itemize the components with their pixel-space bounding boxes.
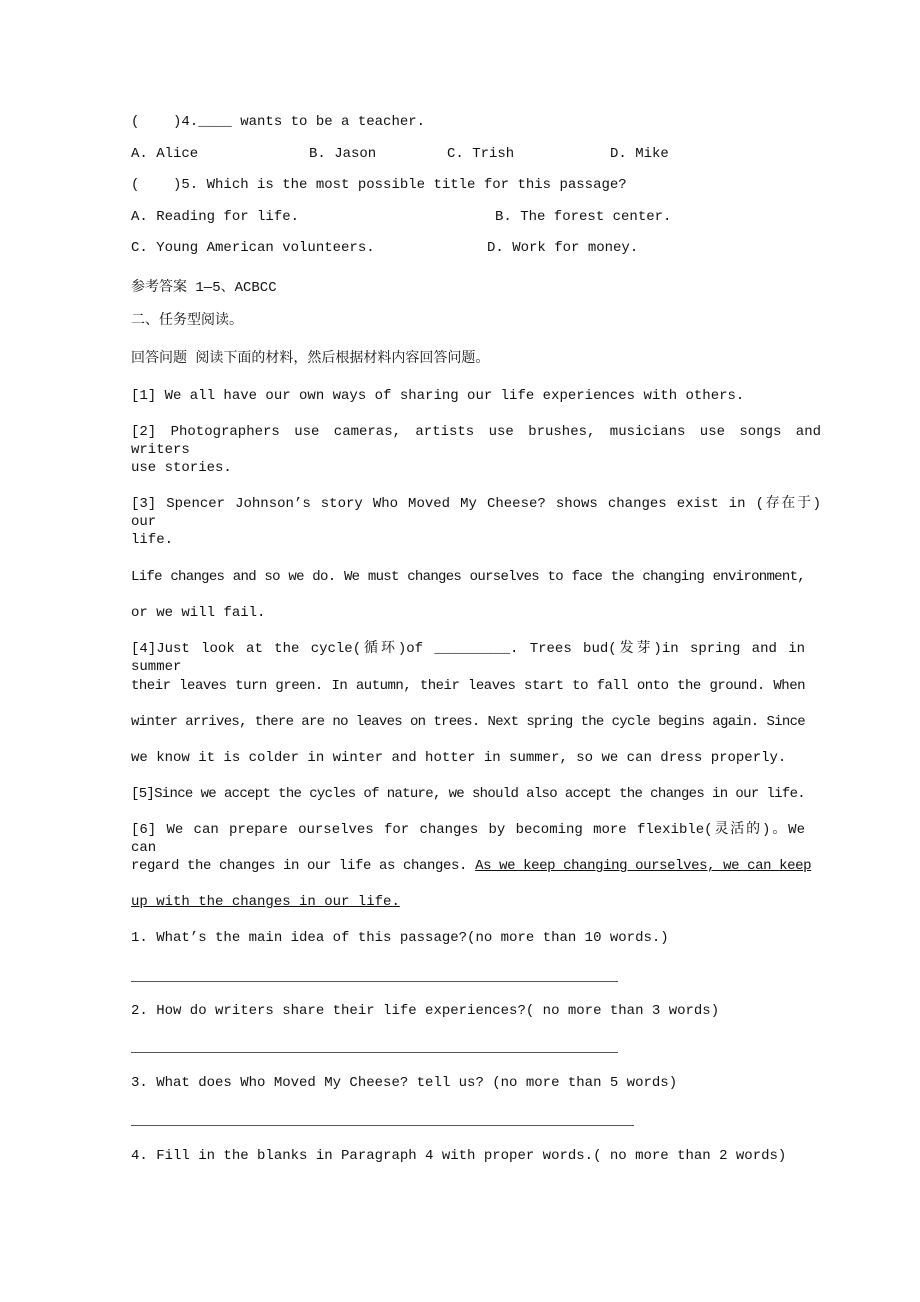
paragraph-3-line-2: life. [131, 532, 174, 548]
paragraph-4-line-2: their leaves turn green. In autumn, their leaves start to fall onto the ground. When [131, 678, 805, 694]
answer-line-2[interactable] [131, 1052, 618, 1053]
q4-option-c: C. Trish [447, 146, 515, 162]
paragraph-4-line-3: winter arrives, there are no leaves on trees. Next spring the cycle begins again. Since [131, 714, 805, 730]
answer-line-1[interactable] [131, 981, 618, 982]
answer-key: 参考答案 1—5、ACBCC [131, 280, 277, 296]
underlined-sentence: As we keep changing ourselves, we can keep [475, 858, 812, 874]
underlined-sentence-continued: up with the changes in our life. [131, 894, 400, 910]
paragraph-3-line-1: [3] Spencer Johnson’s story Who Moved My Cheese? shows changes exist in (存在于) our [131, 496, 821, 530]
section-title: 二、任务型阅读。 [131, 313, 243, 329]
q4-option-a: A. Alice [131, 146, 199, 162]
q5-option-c: C. Young American volunteers. [131, 240, 375, 256]
instruction: 回答问题 阅读下面的材料，然后根据材料内容回答问题。 [131, 351, 490, 367]
question-4-stem: ( )4.____ wants to be a teacher. [131, 114, 426, 130]
question-1: 1. What’s the main idea of this passage?(no more than 10 words.) [131, 930, 669, 946]
paragraph-2-line-2: use stories. [131, 460, 232, 476]
paragraph-2-line-1: [2] Photographers use cameras, artists use brushes, musicians use songs and writers [131, 424, 821, 458]
q4-option-b: B. Jason [309, 146, 377, 162]
paragraph-5: [5]Since we accept the cycles of nature, we should also accept the changes in our life. [131, 786, 805, 802]
q4-option-d: D. Mike [610, 146, 669, 162]
paragraph-6-line-1: [6] We can prepare ourselves for changes by becoming more flexible(灵活的)。We can [131, 822, 805, 856]
paragraph-1: [1] We all have our own ways of sharing our life experiences with others. [131, 388, 745, 404]
paragraph-3-line-3: Life changes and so we do. We must changes ourselves to face the changing environment, [131, 569, 805, 585]
answer-line-3[interactable] [131, 1125, 634, 1126]
paragraph-6-line-2 [131, 857, 811, 875]
q5-option-a: A. Reading for life. [131, 209, 300, 225]
paragraph-3-line-4: or we will fail. [131, 605, 266, 621]
q5-option-b: B. The forest center. [495, 209, 672, 225]
question-5-stem: ( )5. Which is the most possible title for this passage? [131, 177, 627, 193]
question-2: 2. How do writers share their life experiences?( no more than 3 words) [131, 1003, 720, 1019]
paragraph-4-line-4: we know it is colder in winter and hotter in summer, so we can dress properly. [131, 750, 787, 766]
question-3: 3. What does Who Moved My Cheese? tell us? (no more than 5 words) [131, 1075, 678, 1091]
paragraph-4-line-1: [4]Just look at the cycle(循环)of _________. Trees bud(发芽)in spring and in summer [131, 641, 805, 675]
q5-option-d: D. Work for money. [487, 240, 639, 256]
question-4: 4. Fill in the blanks in Paragraph 4 with proper words.( no more than 2 words) [131, 1148, 787, 1164]
paragraph-6-plain-text: regard the changes in our life as changes. [131, 858, 476, 874]
